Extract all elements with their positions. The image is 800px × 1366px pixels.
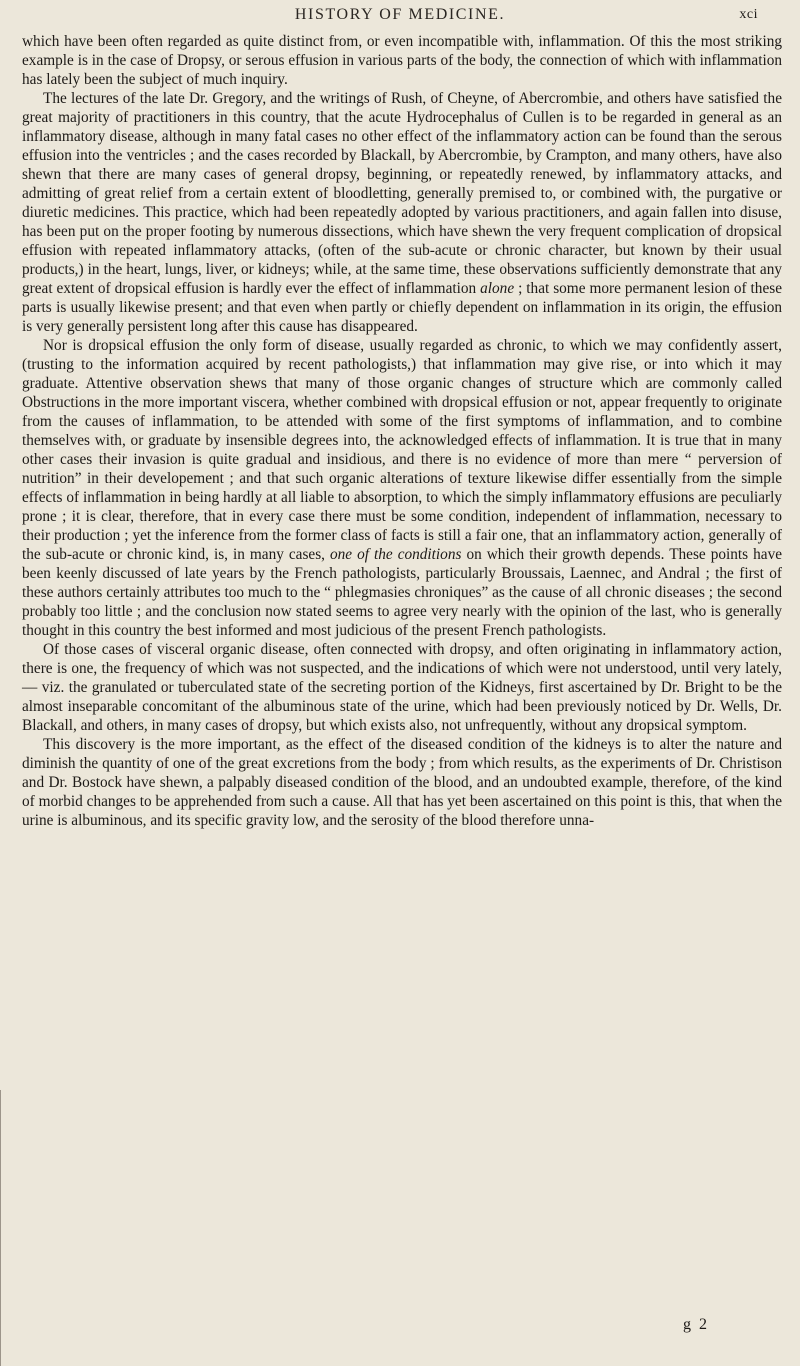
italic-text: one of the conditions: [330, 546, 462, 563]
text-run: The lectures of the late Dr. Gregory, and the writings of Rush, of Cheyne, of Abercrombie, and others have satisfied the great majority of practitioners in this country, that the acute Hydrocephalus of Cullen is to be regarded in general as an inflammatory disease, although in many fatal cases no other effect of the inflammatory action can be found than the serous effusion into the ventricles ; and the cases recorded by Blackall, by Abercrombie, by Crampton, and many others, have also shewn that there are many cases of general dropsy, beginning, or repeatedly renewed, by inflammatory attacks, and admitting of great relief from a certain extent of bloodletting, generally premised to, or combined with, the purgative or diuretic medicines. This practice, which had been repeatedly adopted by various practitioners, and again fallen into disuse, has been put on the proper footing by numerous dissections, which have shewn the very frequent complication of dropsical effusion with repeated inflammatory attacks, (often of the sub-acute or chronic character, but known by their usual products,) in the heart, lungs, liver, or kidneys; while, at the same time, these observations sufficiently demonstrate that any great extent of dropsical effusion is hardly ever the effect of inflammation: [22, 90, 782, 297]
paragraph: [22, 89, 782, 336]
text-run: which have been often regarded as quite distinct from, or even incompatible with, inflammation. Of this the most striking example is in the case of Dropsy, or serous effusion in various parts of the body, the connection of which with inflammation has lately been the subject of much inquiry.: [22, 33, 782, 88]
page-number: xci: [739, 7, 758, 22]
paragraph: [22, 735, 782, 830]
body-text: [22, 32, 782, 830]
text-run: Nor is dropsical effusion the only form of disease, usually regarded as chronic, to which we may confidently assert, (trusting to the information acquired by recent pathologists,) that inflammation may give rise, or into which it may graduate. Attentive observation shews that many of those organic changes of structure which are commonly called Obstructions in the more important viscera, whether combined with dropsical effusion or not, appear frequently to originate from the causes of inflammation, to be attended with some of the first symptoms of inflammation, and to combine themselves with, or graduate by insensible degrees into, the acknowledged effects of inflammation. It is true that in many other cases their invasion is quite gradual and insidious, and there is no evidence of more than mere “ perversion of nutrition” in their developement ; and that such organic alterations of texture likewise differ essentially from the simple effects of inflammation in being hardly at all liable to absorption, to which the simply inflammatory effusions are peculiarly prone ; it is clear, therefore, that in every case there must be some condition, independent of inflammation, necessary to their production ; yet the inference from the former class of facts is still a fair one, that an inflammatory action, generally of the sub-acute or chronic kind, is, in many cases,: [22, 337, 782, 563]
paragraph: [22, 32, 782, 89]
paragraph: [22, 336, 782, 640]
text-run: ; that some more permanent lesion of these parts is usually likewise present; and that even when partly or chiefly dependent on inflammation in its origin, the effusion is very generally persistent long after this cause has disappeared.: [22, 280, 782, 335]
running-title: HISTORY OF MEDICINE.: [294, 6, 506, 23]
text-run: on which their growth depends. These points have been keenly discussed of late years by the French pathologists, particularly Broussais, Laennec, and Andral ; the first of these authors certainly attributes too much to the “ phlegmasies chroniques” as the cause of all chronic diseases ; the second probably too little ; and the conclusion now stated seems to agree very nearly with the opinion of the last, who is generally thought in this country the best informed and most judicious of the present French pathologists.: [22, 546, 783, 639]
running-head: [0, 4, 800, 28]
paragraph: [22, 640, 782, 735]
text-run: Of those cases of visceral organic disease, often connected with dropsy, and often originating in inflammatory action, there is one, the frequency of which was not suspected, and the indications of which were not understood, until very lately,— viz. the granulated or tuberculated state of the secreting portion of the Kidneys, first ascertained by Dr. Bright to be the almost inseparable concomitant of the albuminous state of the urine, which had been previously noticed by Dr. Wells, Dr. Blackall, and others, in many cases of dropsy, but which exists also, not unfrequently, without any dropsical symptom.: [22, 641, 782, 734]
page-edge-line: [0, 1090, 1, 1366]
text-run: This discovery is the more important, as the effect of the diseased condition of the kidneys is to alter the nature and diminish the quantity of one of the great excretions from the body ; from which results, as the experiments of Dr. Christison and Dr. Bostock have shewn, a palpably diseased condition of the blood, and an undoubted example, therefore, of the kind of morbid changes to be apprehended from such a cause. All that has yet been ascertained on this point is this, that when the urine is albuminous, and its specific gravity low, and the serosity of the blood therefore unna-: [22, 736, 782, 829]
italic-text: alone: [480, 280, 515, 297]
signature-mark: g 2: [683, 1316, 709, 1333]
